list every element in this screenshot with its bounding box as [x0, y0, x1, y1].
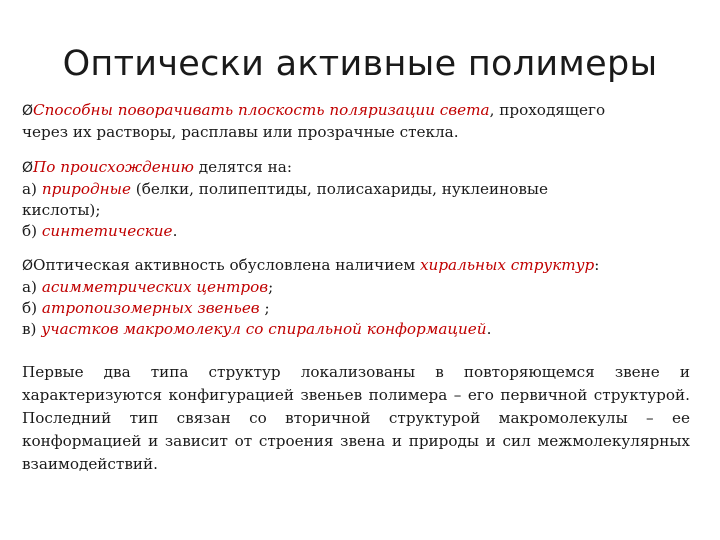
list-marker: а): [22, 278, 42, 296]
text: ;: [259, 299, 270, 317]
text: делятся на:: [193, 158, 292, 176]
line: [22, 298, 700, 319]
slide-title: Оптически активные полимеры: [62, 44, 658, 84]
text: ;: [268, 278, 274, 296]
highlight-text: По происхождению: [33, 158, 194, 176]
text: Оптическая активность обусловлена наличием: [33, 256, 420, 274]
line: [22, 157, 700, 179]
text: .: [486, 320, 492, 338]
highlight-text: Способны поворачивать плоскость поляризации света: [33, 101, 490, 119]
line: [22, 255, 700, 277]
list-marker: б): [22, 299, 42, 317]
highlight-text: атропоизомерных звеньев: [41, 299, 260, 317]
text: :: [594, 256, 600, 274]
line: [22, 277, 700, 298]
list-marker: б): [22, 222, 42, 240]
paragraph-summary: Первые два типа структур локализованы в повторяющемся звене и характеризуются конфигурацией звеньев полимера – его первичной структурой. Последний тип связан со вторичной структурой макромолекулы – ее конформацией и зависит от строения звена и природы и сил межмолекулярных взаимодействий.: [22, 363, 690, 473]
line: [22, 179, 700, 200]
text: .: [172, 222, 178, 240]
arrow-bullet-icon: Ø: [22, 258, 34, 274]
paragraph-optical-rotation: [22, 100, 700, 143]
paragraph-chiral: [22, 255, 700, 340]
highlight-text: хиральных структур: [419, 256, 595, 274]
highlight-text: асимметрических центров: [41, 278, 269, 296]
list-marker: в): [22, 320, 42, 338]
line: через их растворы, расплавы или прозрачные стекла.: [22, 123, 459, 141]
highlight-text: участков макромолекул со спиральной конформацией: [41, 320, 487, 338]
arrow-bullet-icon: Ø: [22, 103, 34, 119]
line: кислоты);: [22, 201, 101, 219]
list-marker: а): [22, 180, 42, 198]
line: [22, 221, 700, 242]
text: , проходящего: [489, 101, 606, 119]
paragraph-origin: [22, 157, 700, 242]
arrow-bullet-icon: Ø: [22, 160, 34, 176]
highlight-text: синтетические: [41, 222, 173, 240]
line: [22, 100, 700, 122]
text: (белки, полипептиды, полисахариды, нуклеиновые: [130, 180, 549, 198]
highlight-text: природные: [41, 180, 131, 198]
line: [22, 319, 700, 340]
